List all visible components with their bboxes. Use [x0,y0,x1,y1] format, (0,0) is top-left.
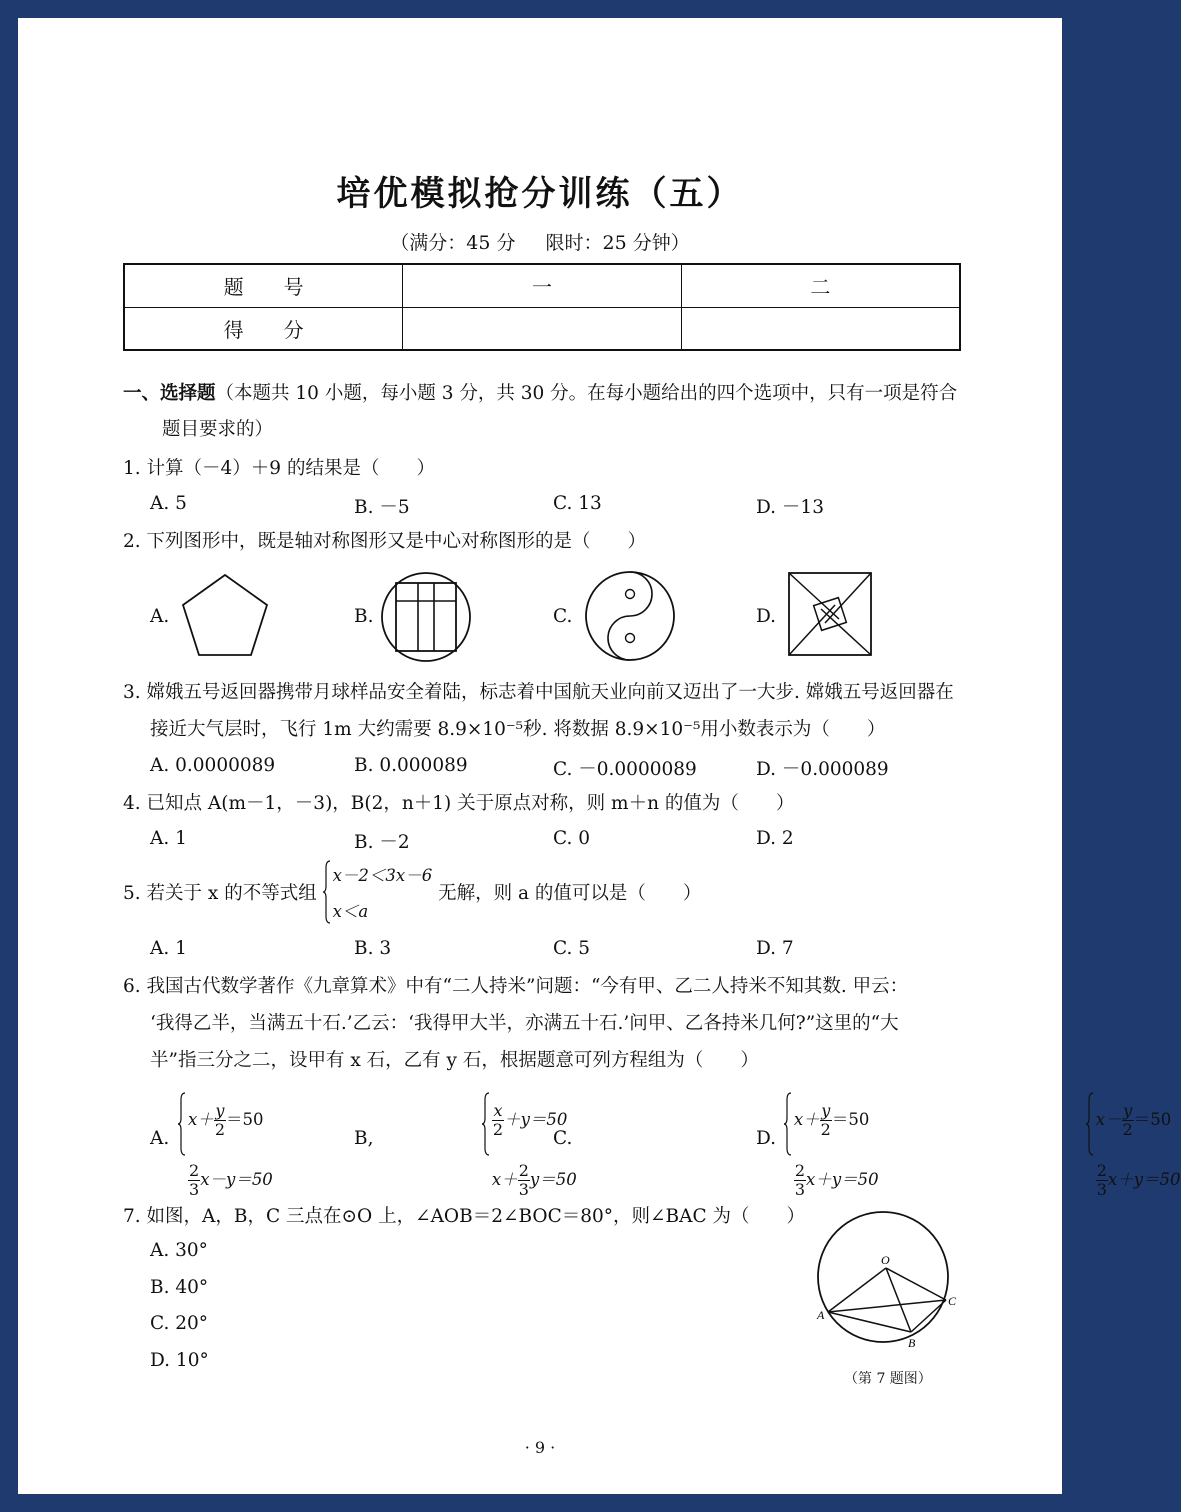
circle-o [818,1212,948,1342]
q3-option-c: C. －0.0000089 [553,759,697,780]
brace-icon [323,860,331,924]
brace-icon [784,1092,792,1156]
score-table-header: 题 号 [124,264,403,307]
label-c: C [948,1294,957,1308]
q5-ineq-1: x－2＜3x－6 [332,866,433,885]
page-number: · 9 · [524,1438,556,1457]
exam-info [18,228,1062,255]
question-6-cont: ‘我得乙半，当满五十石.’乙云：‘我得甲大半，亦满五十石.’问甲、乙各持米几何?”这里的“大 [150,1013,899,1034]
question-3-cont: 接近大气层时，飞行 1m 大约需要 8.9×10⁻⁵秒. 将数据 8.9×10⁻⁵用小数表示为（ ） [150,719,886,740]
q5-inequality-system [323,858,433,930]
question-3: 3. 嫦娥五号返回器携带月球样品安全着陆，标志着中国航天业向前又迈出了一大步. 嫦娥五号返回器在 [123,682,954,703]
section-title: 一、选择题 [123,383,216,404]
q2-label-d: D. [756,606,777,627]
q2-label-c: C. [553,606,573,627]
exam-page [18,18,1181,1494]
question-2: 2. 下列图形中，既是轴对称图形又是中心对称图形的是（ ） [123,531,647,552]
question-6: 6. 我国古代数学著作《九章算术》中有“二人持米”问题：“今有甲、乙二人持米不知其数. 甲云： [123,976,909,997]
full-score: （满分：45 分 [390,232,516,254]
q5-prefix: 5. 若关于 x 的不等式组 [123,883,317,904]
label-b: B [908,1336,916,1350]
q6d-eq2: $\frac{2}{3}$ x＋y＝50 [1096,1161,1181,1199]
pinwheel-square-figure [787,571,873,657]
q6-system-b [482,1090,577,1210]
score-cell [681,307,960,350]
q5-option-a: A. 1 [150,938,187,959]
q5-ineq-2: x＜a [332,902,369,921]
question-4: 4. 已知点 A(m－1，－3)，B(2，n＋1) 关于原点对称，则 m＋n 的值为（ ） [123,793,795,814]
q6-system-a [178,1090,273,1210]
q5-suffix: 无解，则 a 的值可以是（ ） [438,883,702,904]
section-heading [123,376,973,412]
q7-option-c: C. 20° [150,1313,209,1334]
figure-caption: （第 7 题图） [844,1371,932,1387]
q4-option-c: C. 0 [553,828,591,849]
q6-label-a: A. [150,1128,170,1149]
q6-label-b: B, [354,1128,374,1149]
q3-option-a: A. 0.0000089 [150,755,276,776]
brace-icon [178,1092,186,1156]
circle-rectangle-figure [380,571,472,663]
q6c-eq1: x＋ $\frac{y}{2}$ ＝50 [793,1101,870,1139]
question-5 [123,858,701,930]
q6a-eq2: $\frac{2}{3}$ x－y＝50 [189,1161,273,1199]
time-limit: 限时：25 分钟） [545,232,690,254]
brace-icon [482,1092,490,1156]
q5-option-b: B. 3 [354,938,392,959]
q5-option-d: D. 7 [756,938,794,959]
q1-option-d: D. －13 [756,497,824,518]
section-desc-cont: 题目要求的） [162,419,274,440]
yin-yang-figure [584,569,676,663]
q6-label-d: D. [756,1128,777,1149]
score-table-header: 得 分 [124,307,403,350]
q6-system-d [1086,1090,1181,1210]
label-o: O [881,1253,890,1267]
q6c-eq2: $\frac{2}{3}$ x＋y＝50 [794,1161,879,1199]
score-cell [403,307,682,350]
score-table [123,263,961,351]
q5-option-c: C. 5 [553,938,591,959]
label-a: A [817,1308,825,1322]
q1-option-a: A. 5 [150,493,187,514]
score-table-col: 一 [403,264,682,307]
pentagon-figure [178,571,272,661]
brace-icon [1086,1092,1094,1156]
question-6-cont2: 半”指三分之二，设甲有 x 石，乙有 y 石，根据题意可列方程组为（ ） [150,1050,759,1071]
q6d-eq1: x－ $\frac{y}{2}$ ＝50 [1095,1101,1172,1139]
page-title: 培优模拟抢分训练（五） [336,174,744,214]
q6b-eq2: x＋ $\frac{2}{3}$ y＝50 [491,1161,577,1199]
q6a-eq1: x＋ $\frac{y}{2}$ ＝50 [188,1101,264,1139]
q7-option-a: A. 30° [150,1240,208,1261]
q6-system-c [784,1090,879,1210]
q6b-eq1: $\frac{x}{2}$ ＋y＝50 [492,1101,568,1139]
question-1: 1. 计算（－4）＋9 的结果是（ ） [123,458,435,479]
q2-label-b: B. [354,606,374,627]
q3-option-b: B. 0.000089 [354,755,468,776]
q3-option-d: D. －0.000089 [756,759,889,780]
q1-option-b: B. －5 [354,497,410,518]
q4-option-a: A. 1 [150,828,187,849]
question-7: 7. 如图，A，B，C 三点在⊙O 上，∠AOB＝2∠BOC＝80°，则∠BAC 为（ ） [123,1206,806,1227]
q4-option-d: D. 2 [756,828,794,849]
section-desc: （本题共 10 小题，每小题 3 分，共 30 分。在每小题给出的四个选项中，只有一项是符合 [215,383,958,404]
q7-option-d: D. 10° [150,1350,209,1371]
score-table-col: 二 [681,264,960,307]
q1-option-c: C. 13 [553,493,602,514]
q2-label-a: A. [150,606,170,627]
q7-circle-figure [808,1202,958,1352]
q6-label-c: C. [553,1128,573,1149]
q7-option-b: B. 40° [150,1277,209,1298]
q4-option-b: B. －2 [354,832,410,853]
